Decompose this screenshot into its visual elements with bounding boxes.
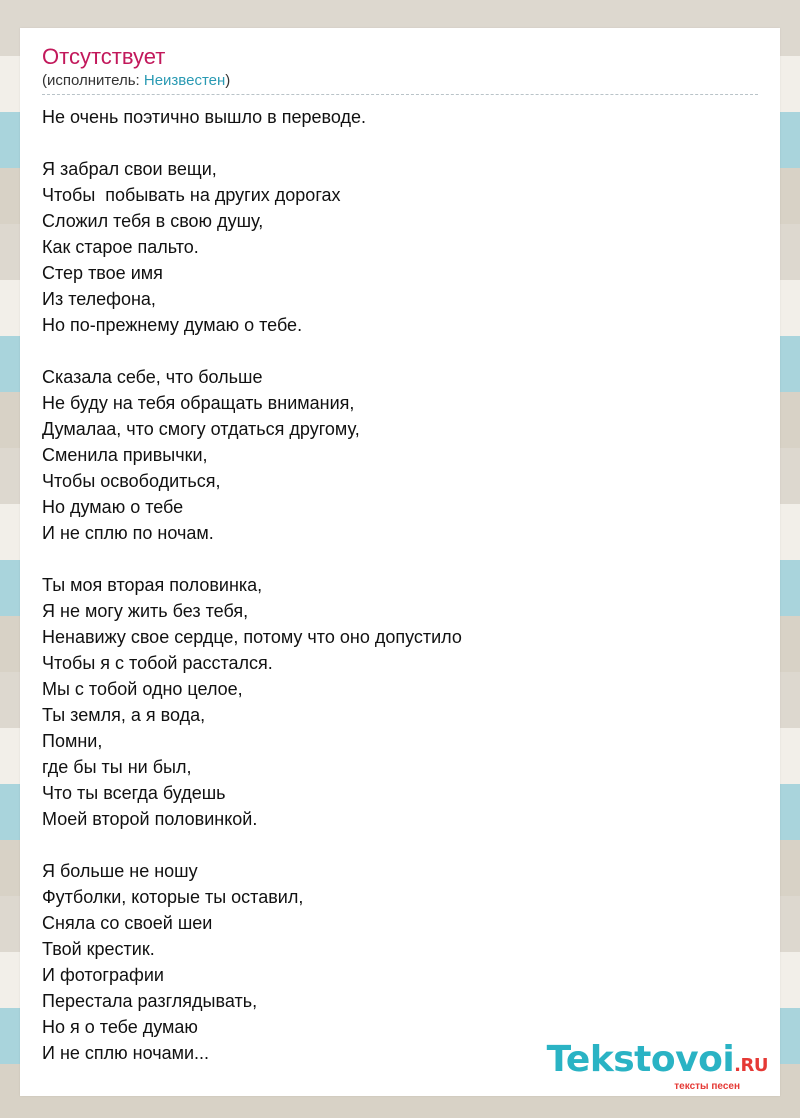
lyric-line: Мы с тобой одно целое, bbox=[42, 679, 243, 699]
lyric-line: И не сплю по ночам. bbox=[42, 523, 214, 543]
lyric-line: Чтобы освободиться, bbox=[42, 471, 221, 491]
lyric-line: Твой крестик. bbox=[42, 939, 155, 959]
lyric-line: Я не могу жить без тебя, bbox=[42, 601, 249, 621]
lyric-line: Сказала себе, что больше bbox=[42, 367, 263, 387]
lyric-line: Чтобы побывать на других дорогах bbox=[42, 185, 341, 205]
lyric-line bbox=[42, 338, 758, 364]
artist-link[interactable]: Неизвестен bbox=[143, 72, 226, 89]
lyric-line: Чтобы я с тобой расстался. bbox=[42, 653, 273, 673]
lyric-line: Как старое пальто. bbox=[42, 237, 199, 257]
lyric-line: И не сплю ночами... bbox=[42, 1043, 210, 1063]
lyric-line: Моей второй половинкой. bbox=[42, 809, 258, 829]
lyric-line: Думалаа, что смогу отдаться другому, bbox=[42, 419, 360, 439]
lyric-line: И фотографии bbox=[42, 965, 164, 985]
lyric-line: Но по-прежнему думаю о тебе. bbox=[42, 315, 303, 335]
lyric-line: Футболки, которые ты оставил, bbox=[42, 887, 304, 907]
lyric-line: Я забрал свои вещи, bbox=[42, 159, 217, 179]
lyric-line: Но думаю о тебе bbox=[42, 497, 184, 517]
lyric-line bbox=[42, 130, 758, 156]
lyric-line: Сняла со своей шеи bbox=[42, 913, 213, 933]
lyric-line: Я больше не ношу bbox=[42, 861, 198, 881]
lyrics-body bbox=[42, 104, 758, 1066]
lyric-line: Не буду на тебя обращать внимания, bbox=[42, 393, 355, 413]
lyric-line: Помни, bbox=[42, 731, 103, 751]
artist-suffix: ) bbox=[225, 72, 231, 89]
logo-tld: .RU bbox=[734, 1055, 768, 1076]
artist-prefix: (исполнитель: bbox=[42, 72, 144, 89]
song-title: Отсутствует bbox=[42, 44, 166, 69]
title-divider bbox=[42, 94, 758, 95]
lyric-line: Из телефона, bbox=[42, 289, 156, 309]
artist-line bbox=[42, 72, 230, 89]
lyric-line: Сложил тебя в свою душу, bbox=[42, 211, 264, 231]
lyric-line: Но я о тебе думаю bbox=[42, 1017, 198, 1037]
logo-name: Tekstovoi bbox=[546, 1039, 735, 1080]
lyric-line: Стер твое имя bbox=[42, 263, 163, 283]
lyric-line: Не очень поэтично вышло в переводе. bbox=[42, 107, 366, 127]
lyric-line: Ненавижу свое сердце, потому что оно допустило bbox=[42, 627, 462, 647]
lyrics-sheet bbox=[20, 28, 780, 1096]
lyric-line: Ты земля, а я вода, bbox=[42, 705, 206, 725]
lyric-line: Сменила привычки, bbox=[42, 445, 208, 465]
lyric-line: Ты моя вторая половинка, bbox=[42, 575, 263, 595]
lyric-line: Перестала разглядывать, bbox=[42, 991, 258, 1011]
lyric-line: где бы ты ни был, bbox=[42, 757, 192, 777]
lyric-line bbox=[42, 546, 758, 572]
site-logo[interactable] bbox=[547, 1041, 768, 1092]
lyric-line: Что ты всегда будешь bbox=[42, 783, 226, 803]
lyric-line bbox=[42, 832, 758, 858]
logo-tagline: тексты песен bbox=[674, 1081, 740, 1092]
